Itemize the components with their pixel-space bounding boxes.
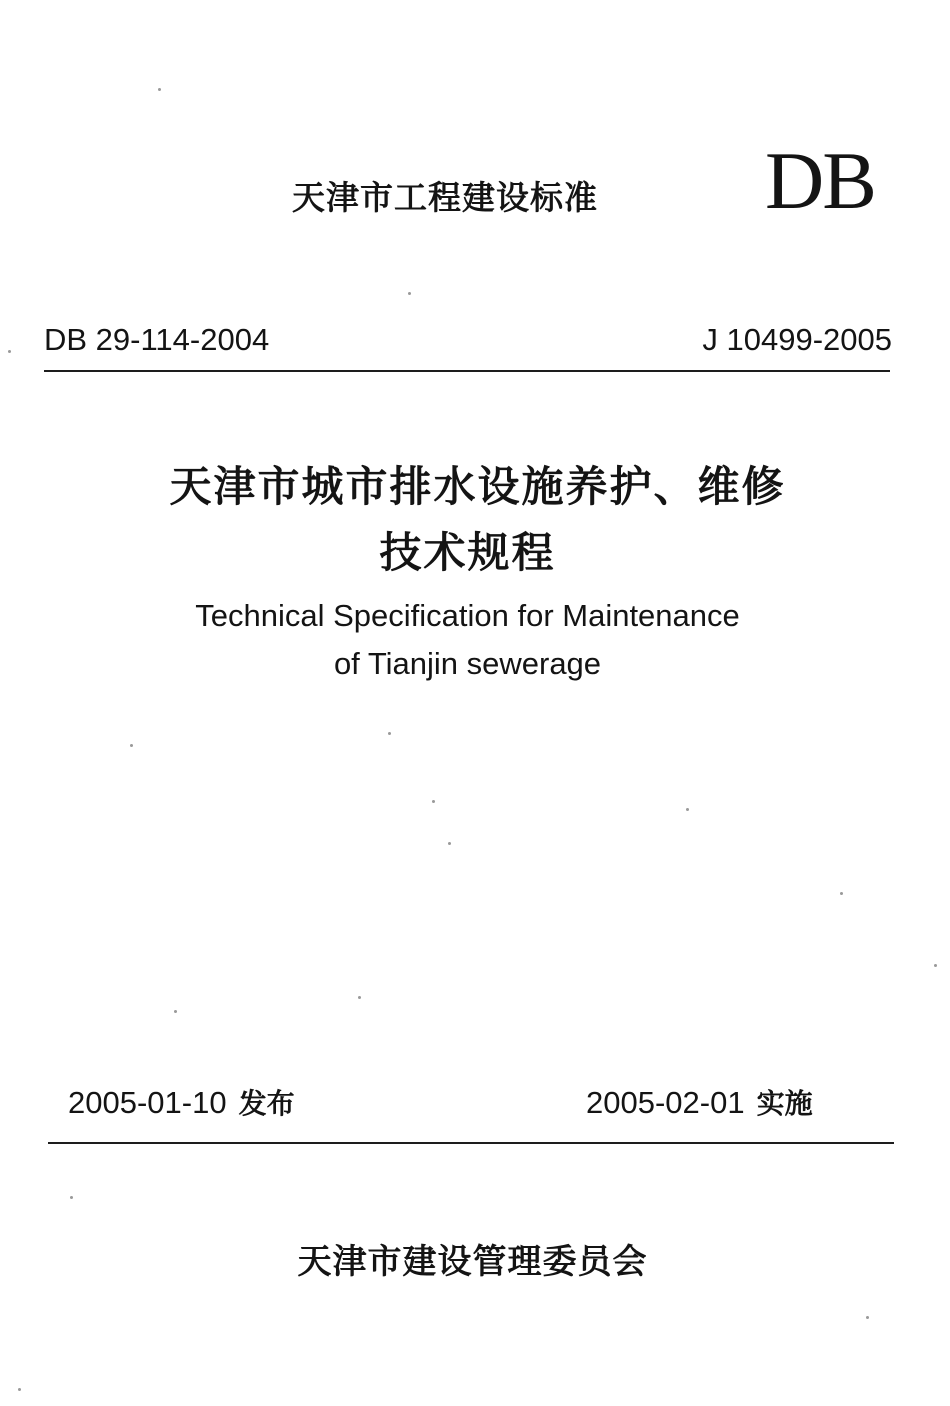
title-cn-line2: 技术规程 (379, 528, 556, 577)
issue-date: 2005-01-10 (68, 1085, 227, 1120)
scan-speck (18, 1388, 21, 1391)
record-number: J 10499-2005 (702, 322, 892, 357)
scan-speck (158, 88, 161, 91)
issue-date-group (68, 1082, 295, 1122)
title-cn-line1: 天津市城市排水设施养护、维修 (169, 462, 786, 511)
scan-speck (130, 744, 133, 747)
scan-speck (686, 808, 689, 811)
date-row (66, 1082, 866, 1122)
scan-speck (432, 800, 435, 803)
standard-number: DB 29-114-2004 (44, 322, 270, 357)
scan-speck (934, 964, 937, 967)
db-mark: DB (765, 135, 875, 226)
bottom-divider (48, 1142, 894, 1144)
title-en-line2: of Tianjin sewerage (333, 646, 602, 681)
scan-speck (840, 892, 843, 895)
scan-speck (8, 350, 11, 353)
standard-header (0, 135, 935, 228)
title-en-line1: Technical Specification for Maintenance (195, 598, 740, 633)
scan-speck (388, 732, 391, 735)
scan-speck (408, 292, 411, 295)
scan-speck (866, 1316, 869, 1319)
scan-speck (358, 996, 361, 999)
implement-label: 实施 (756, 1087, 813, 1120)
code-row (42, 322, 892, 362)
scan-speck (174, 1010, 177, 1013)
implement-date-group (586, 1082, 813, 1122)
scan-speck (70, 1196, 73, 1199)
implement-date: 2005-02-01 (586, 1085, 745, 1120)
standard-type-label: 天津市工程建设标准 (292, 178, 598, 217)
scan-speck (448, 842, 451, 845)
top-divider (44, 370, 890, 372)
publisher: 天津市建设管理委员会 (297, 1242, 648, 1282)
issue-label: 发布 (238, 1087, 295, 1120)
